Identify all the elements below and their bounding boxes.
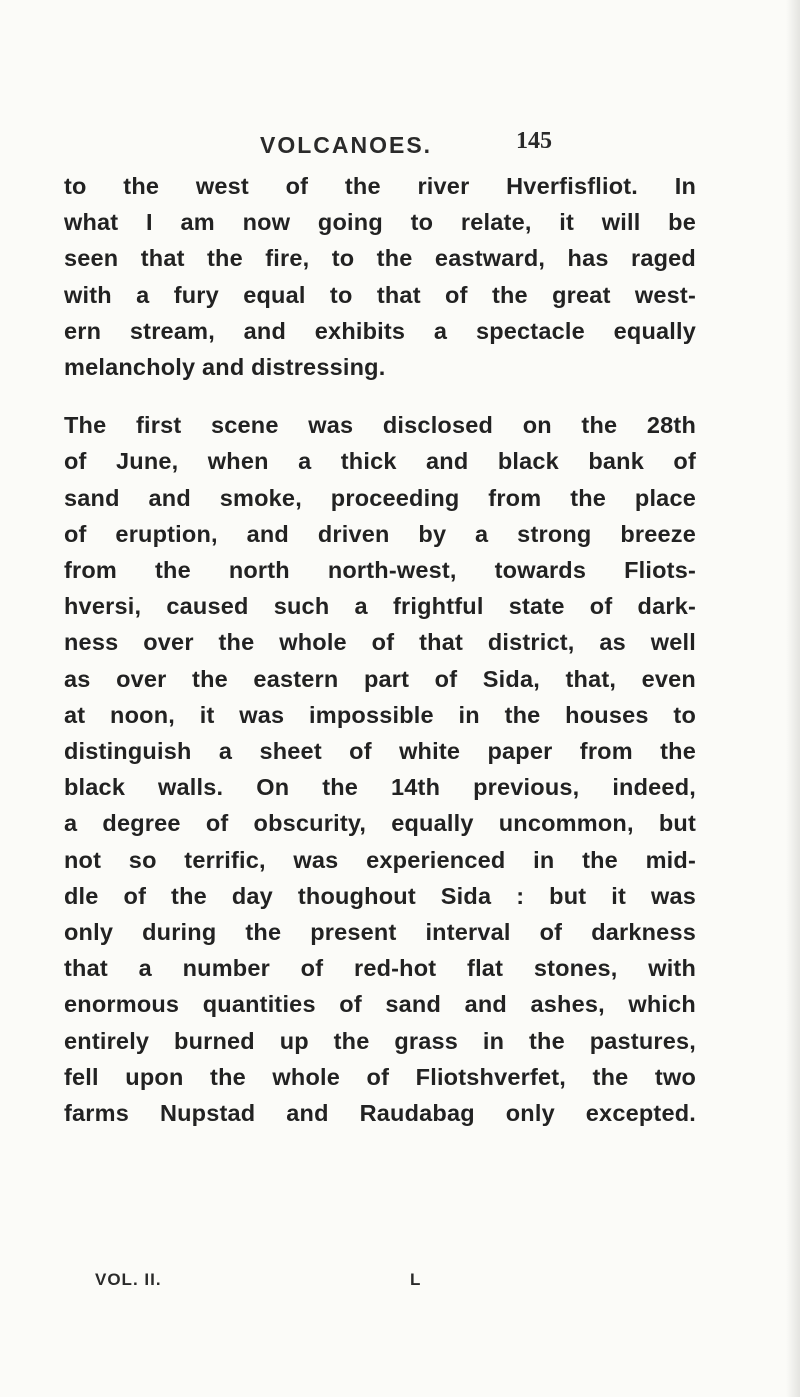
page-footer	[0, 1270, 800, 1300]
text-line: what I am now going to relate, it will be	[64, 209, 696, 236]
text-line: that a number of red-hot flat stones, with	[64, 955, 696, 982]
page-number: 145	[516, 128, 552, 154]
text-line: fell upon the whole of Fliotshverfet, the two	[64, 1063, 696, 1090]
text-line: farms Nupstad and Raudabag only excepted.	[64, 1100, 696, 1127]
paragraph-2	[64, 407, 696, 1131]
text-line: sand and smoke, proceeding from the place	[64, 484, 696, 511]
text-line: ern stream, and exhibits a spectacle equally	[64, 317, 696, 344]
page-header	[0, 128, 800, 168]
text-line: seen that the fire, to the eastward, has raged	[64, 245, 696, 272]
page-edge-shadow	[786, 0, 800, 1397]
text-line: enormous quantities of sand and ashes, which	[64, 991, 696, 1018]
signature-letter: L	[410, 1270, 421, 1289]
text-line: entirely burned up the grass in the pastures,	[64, 1027, 696, 1054]
body-text	[64, 168, 696, 1131]
text-line: with a fury equal to that of the great west-	[64, 281, 696, 308]
text-line: to the west of the river Hverfisfliot. In	[64, 173, 696, 199]
text-line: at noon, it was impossible in the houses to	[64, 701, 696, 728]
text-line: of June, when a thick and black bank of	[64, 448, 696, 475]
text-line: The first scene was disclosed on the 28th	[64, 412, 696, 439]
text-line: distinguish a sheet of white paper from the	[64, 738, 696, 765]
paragraph-spacer	[64, 385, 696, 407]
text-line: dle of the day thoughout Sida : but it was	[64, 882, 696, 909]
volume-mark: VOL. II.	[95, 1270, 162, 1289]
text-line: hversi, caused such a frightful state of dark-	[64, 593, 696, 620]
text-line: ness over the whole of that district, as well	[64, 629, 696, 656]
text-line: black walls. On the 14th previous, indeed,	[64, 774, 696, 801]
text-line: a degree of obscurity, equally uncommon, but	[64, 810, 696, 837]
running-head: VOLCANOES.	[260, 132, 433, 158]
text-line: not so terrific, was experienced in the mid-	[64, 846, 696, 873]
text-line: melancholy and distressing.	[64, 354, 386, 381]
text-line: of eruption, and driven by a strong breeze	[64, 520, 696, 547]
text-line: from the north north-west, towards Fliots-	[64, 557, 696, 584]
text-line: as over the eastern part of Sida, that, even	[64, 665, 696, 692]
text-line: only during the present interval of darkness	[64, 919, 696, 946]
paragraph-1	[64, 168, 696, 385]
